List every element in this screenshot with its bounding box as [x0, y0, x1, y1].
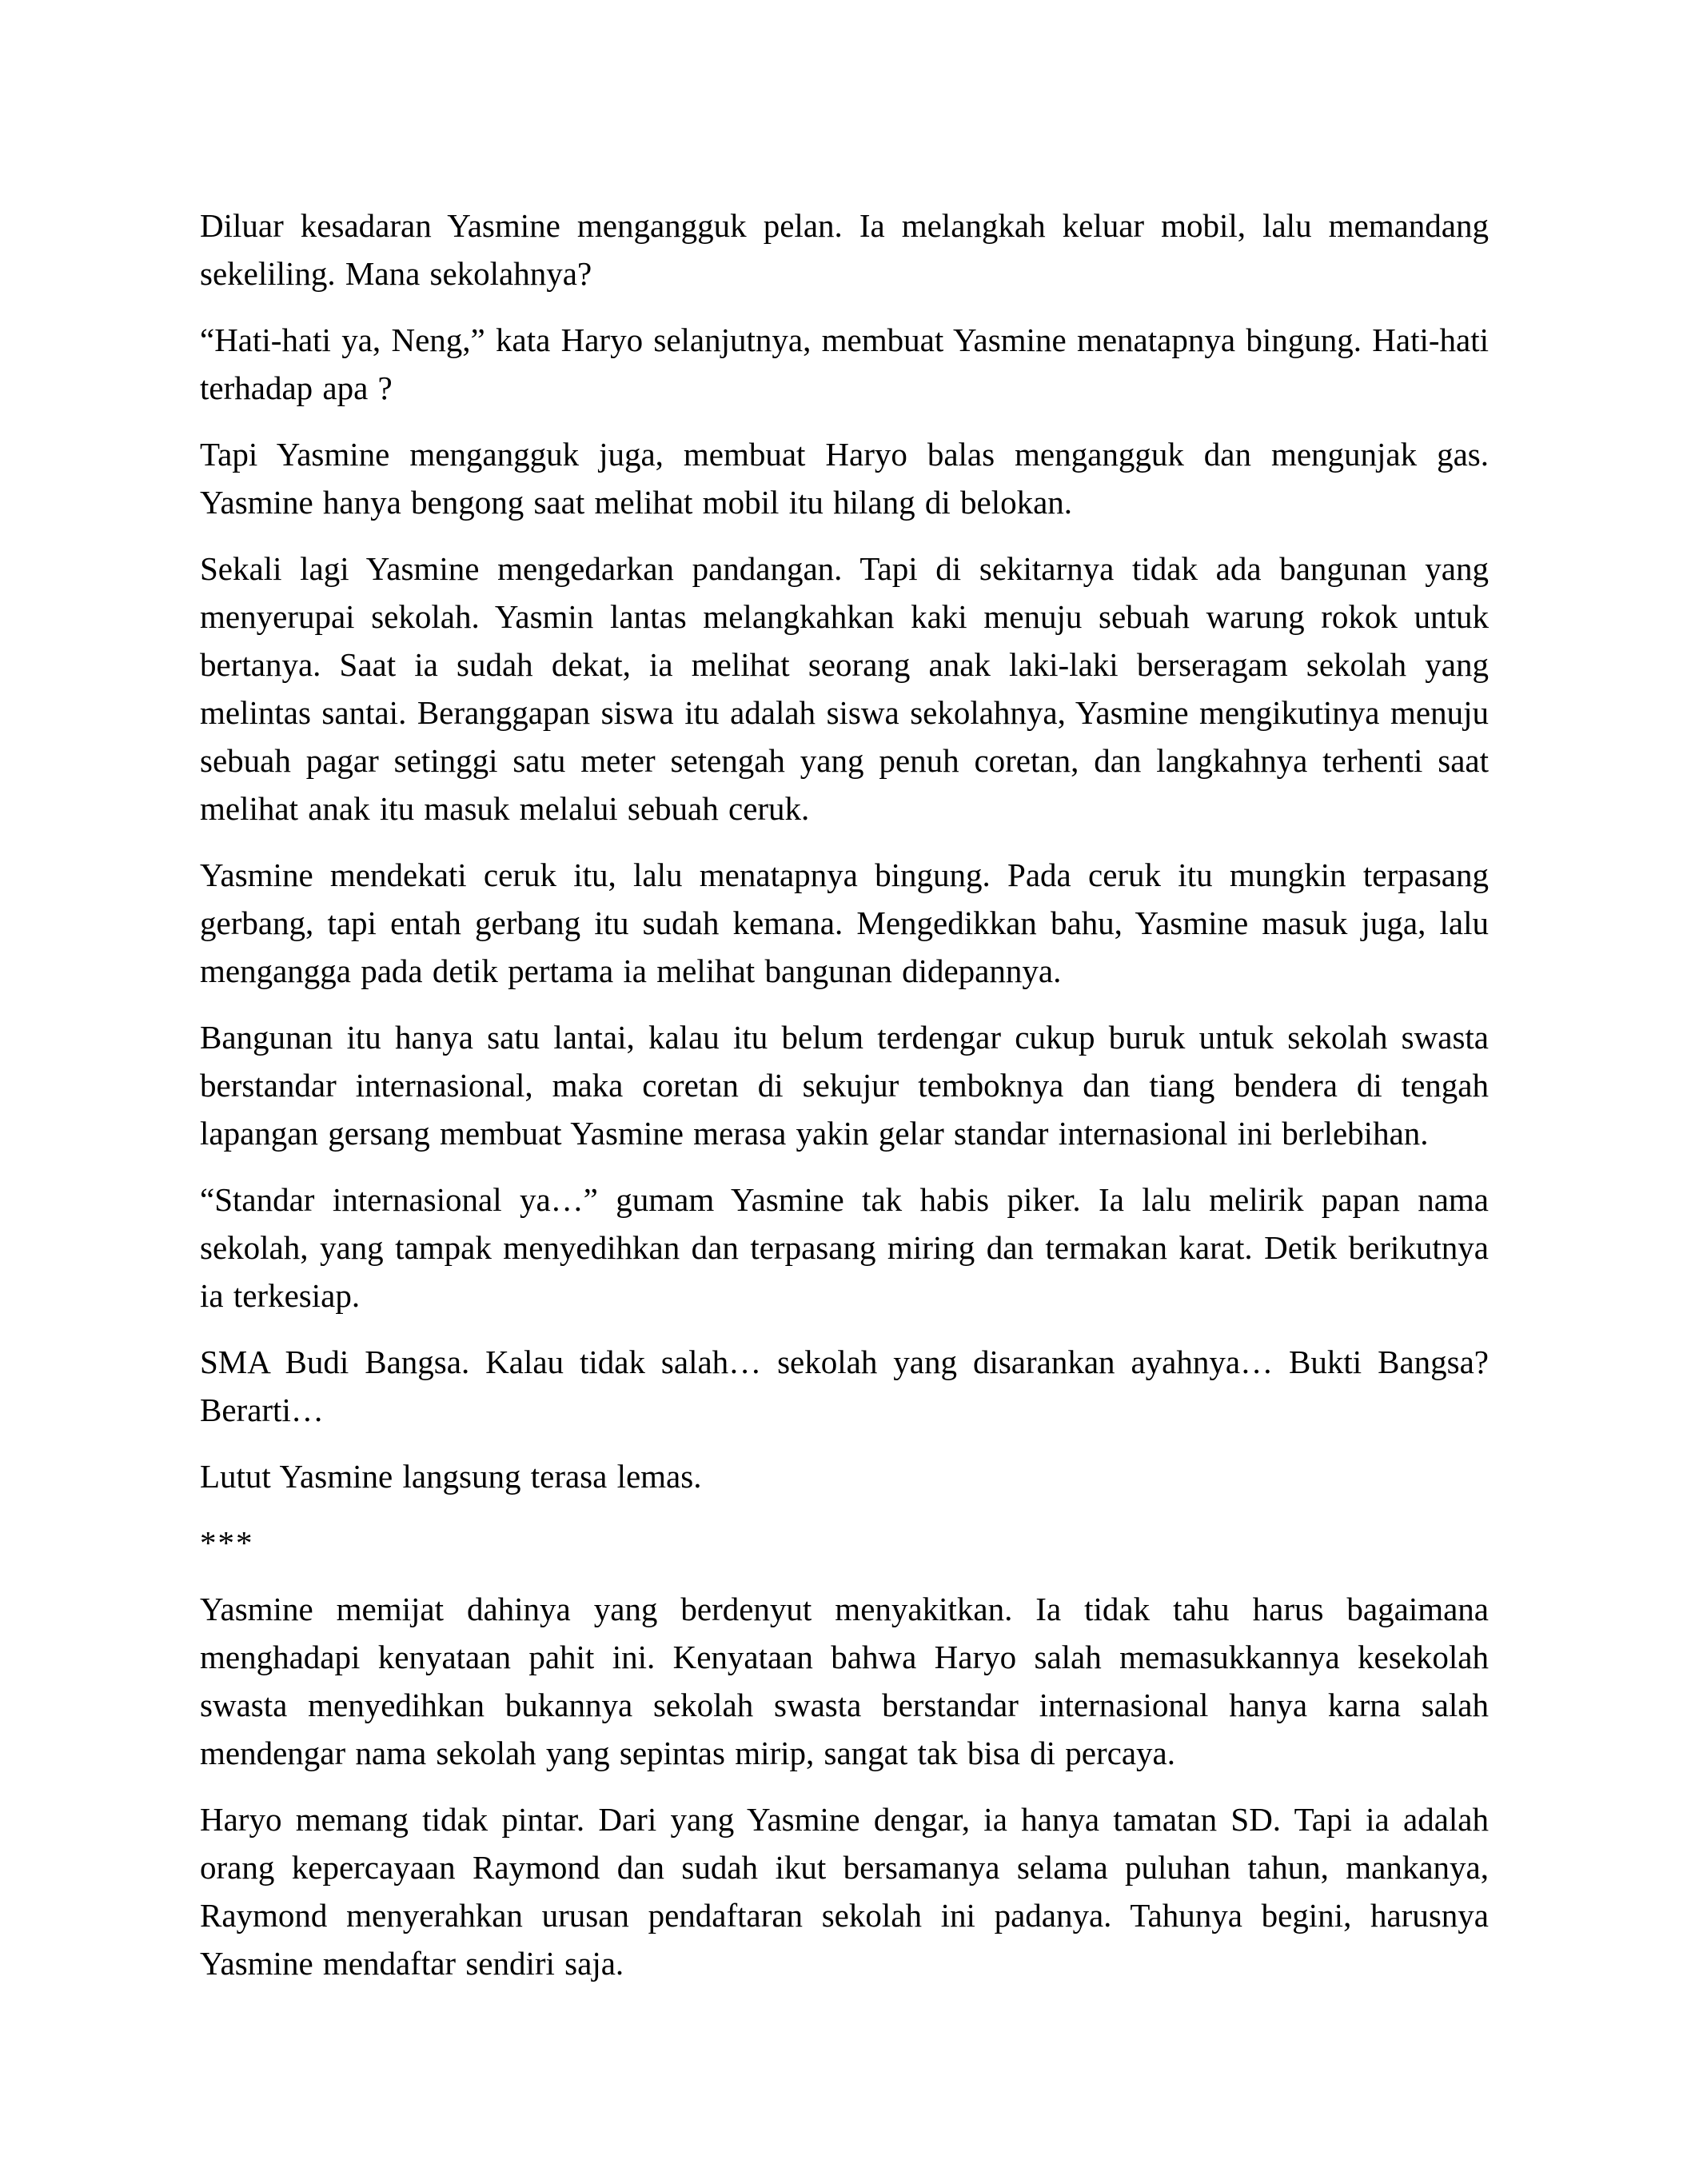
section-break-asterisks: *** [200, 1524, 254, 1561]
paragraph: “Hati-hati ya, Neng,” kata Haryo selanjutnya, membuat Yasmine menatapnya bingung. Hati-hati terhadap apa ? [200, 321, 1489, 406]
paragraph: Lutut Yasmine langsung terasa lemas. [200, 1458, 702, 1495]
paragraph: Tapi Yasmine mengangguk juga, membuat Haryo balas mengangguk dan mengunjak gas. Yasmine hanya bengong saat melihat mobil itu hilang di belokan. [200, 436, 1489, 521]
paragraph: SMA Budi Bangsa. Kalau tidak salah… sekolah yang disarankan ayahnya… Bukti Bangsa? Berarti… [200, 1344, 1489, 1428]
paragraph: Sekali lagi Yasmine mengedarkan pandangan. Tapi di sekitarnya tidak ada bangunan yang menyerupai sekolah. Yasmin lantas melangkahkan kaki menuju sebuah warung rokok untuk bertanya. Saat ia sudah dekat, ia melihat seorang anak laki-laki berseragam sekolah yang melintas santai. Beranggapan siswa itu adalah siswa sekolahnya, Yasmine mengikutinya menuju sebuah pagar setinggi satu meter setengah yang penuh coretan, dan langkahnya terhenti saat melihat anak itu masuk melalui sebuah ceruk. [200, 550, 1489, 827]
document-body [200, 202, 1489, 1987]
paragraph: Haryo memang tidak pintar. Dari yang Yasmine dengar, ia hanya tamatan SD. Tapi ia adalah orang kepercayaan Raymond dan sudah ikut bersamanya selama puluhan tahun, mankanya, Raymond menyerahkan urusan pendaftaran sekolah ini padanya. Tahunya begini, harusnya Yasmine mendaftar sendiri saja. [200, 1801, 1489, 1982]
paragraph: Yasmine memijat dahinya yang berdenyut menyakitkan. Ia tidak tahu harus bagaimana menghadapi kenyataan pahit ini. Kenyataan bahwa Haryo salah memasukkannya kesekolah swasta menyedihkan bukannya sekolah swasta berstandar internasional hanya karna salah mendengar nama sekolah yang sepintas mirip, sangat tak bisa di percaya. [200, 1591, 1489, 1771]
paragraph: “Standar internasional ya…” gumam Yasmine tak habis piker. Ia lalu melirik papan nama sekolah, yang tampak menyedihkan dan terpasang miring dan termakan karat. Detik berikutnya ia terkesiap. [200, 1181, 1489, 1314]
paragraph: Bangunan itu hanya satu lantai, kalau itu belum terdengar cukup buruk untuk sekolah swasta berstandar internasional, maka coretan di sekujur temboknya dan tiang bendera di tengah lapangan gersang membuat Yasmine merasa yakin gelar standar internasional ini berlebihan. [200, 1019, 1489, 1152]
paragraph: Yasmine mendekati ceruk itu, lalu menatapnya bingung. Pada ceruk itu mungkin terpasang gerbang, tapi entah gerbang itu sudah kemana. Mengedikkan bahu, Yasmine masuk juga, lalu mengangga pada detik pertama ia melihat bangunan didepannya. [200, 856, 1489, 989]
paragraph: Diluar kesadaran Yasmine mengangguk pelan. Ia melangkah keluar mobil, lalu memandang sekeliling. Mana sekolahnya? [200, 207, 1489, 292]
